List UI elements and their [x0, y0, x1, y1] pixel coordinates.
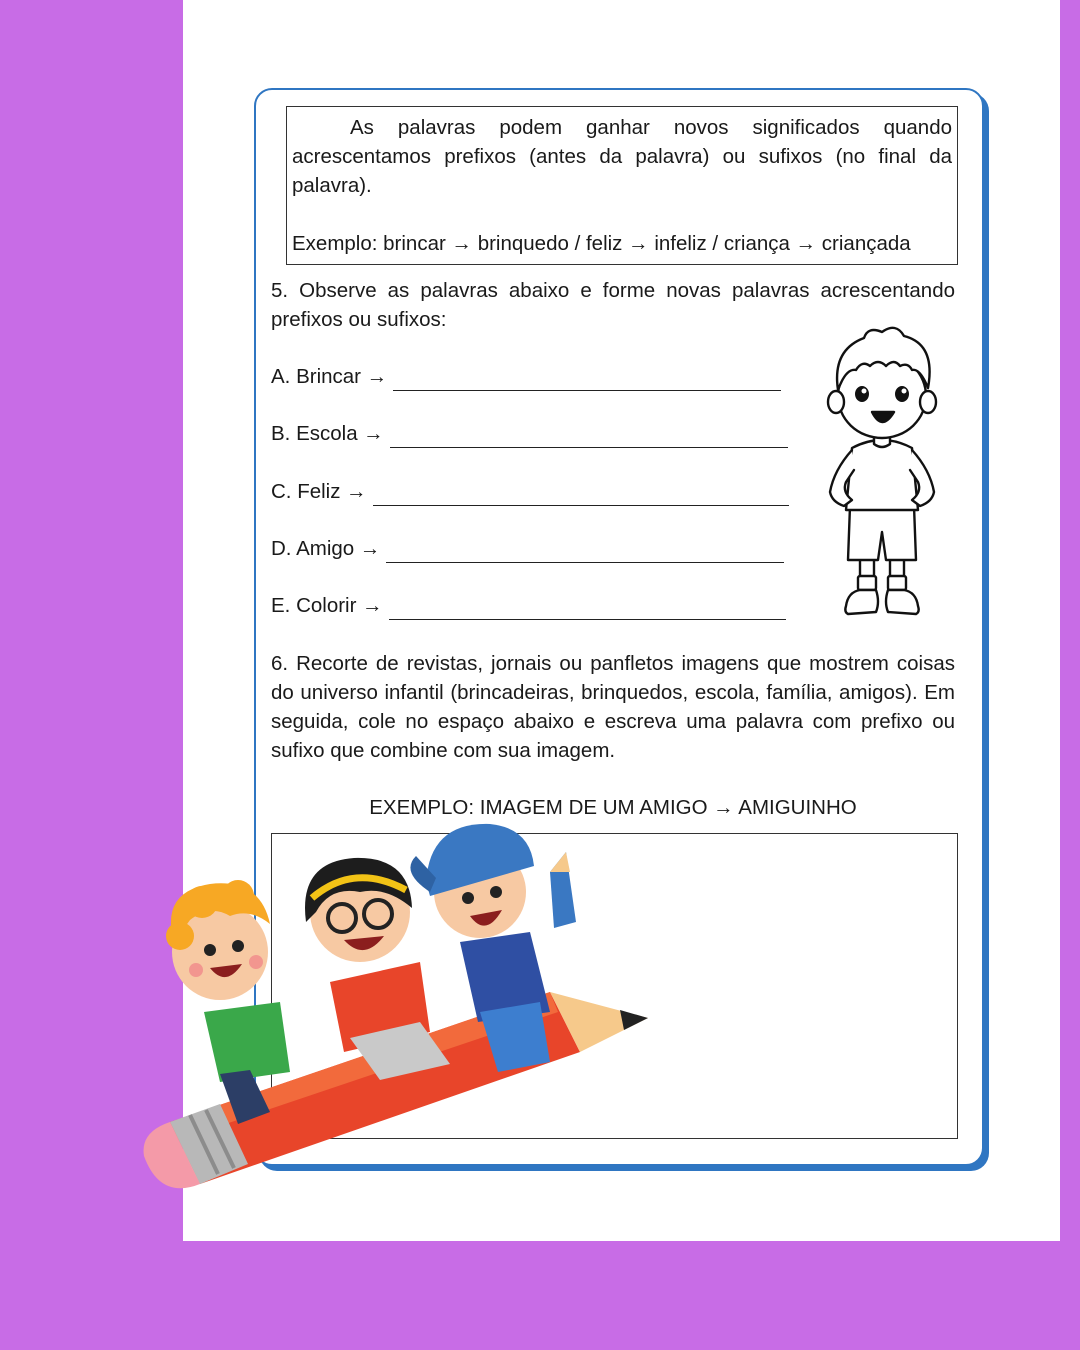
answer-line-d[interactable]	[386, 542, 784, 563]
intro-example: Exemplo: brincar → brinquedo / feliz → infeliz / criança → criançada	[292, 232, 911, 255]
info-box	[286, 106, 958, 265]
item-e-label: E. Colorir →	[271, 594, 383, 617]
item-b	[271, 419, 788, 448]
item-a-label: A. Brincar →	[271, 365, 388, 388]
item-b-label: B. Escola →	[271, 422, 384, 445]
kid-middle-icon	[305, 858, 450, 1080]
answer-line-c[interactable]	[373, 485, 789, 506]
answer-line-e[interactable]	[389, 599, 786, 620]
item-e	[271, 591, 786, 620]
boy-illustration	[812, 320, 952, 624]
question-6-prompt: 6. Recorte de revistas, jornais ou panfletos imagens que mostrem coisas do universo infantil (brincadeiras, brinquedos, escola, família, amigos). Em seguida, cole no espaço abaixo e escreva uma palavra com prefixo ou sufixo que combine com sua imagem.	[271, 652, 955, 762]
question-6-example: EXEMPLO: IMAGEM DE UM AMIGO → AMIGUINHO	[369, 796, 857, 819]
answer-line-b[interactable]	[390, 427, 788, 448]
question-5-prompt: 5. Observe as palavras abaixo e forme novas palavras acrescentando prefixos ou sufixos:	[271, 279, 955, 331]
intro-paragraph: As palavras podem ganhar novos significados quando acrescentamos prefixos (antes da palavra) ou sufixos (no final da palavra).	[292, 116, 952, 197]
item-c	[271, 477, 789, 506]
item-d	[271, 534, 784, 563]
kids-on-pencil-illustration	[130, 812, 660, 1192]
item-c-label: C. Feliz →	[271, 480, 367, 503]
answer-line-a[interactable]	[393, 370, 781, 391]
item-d-label: D. Amigo →	[271, 537, 381, 560]
item-a	[271, 362, 781, 391]
